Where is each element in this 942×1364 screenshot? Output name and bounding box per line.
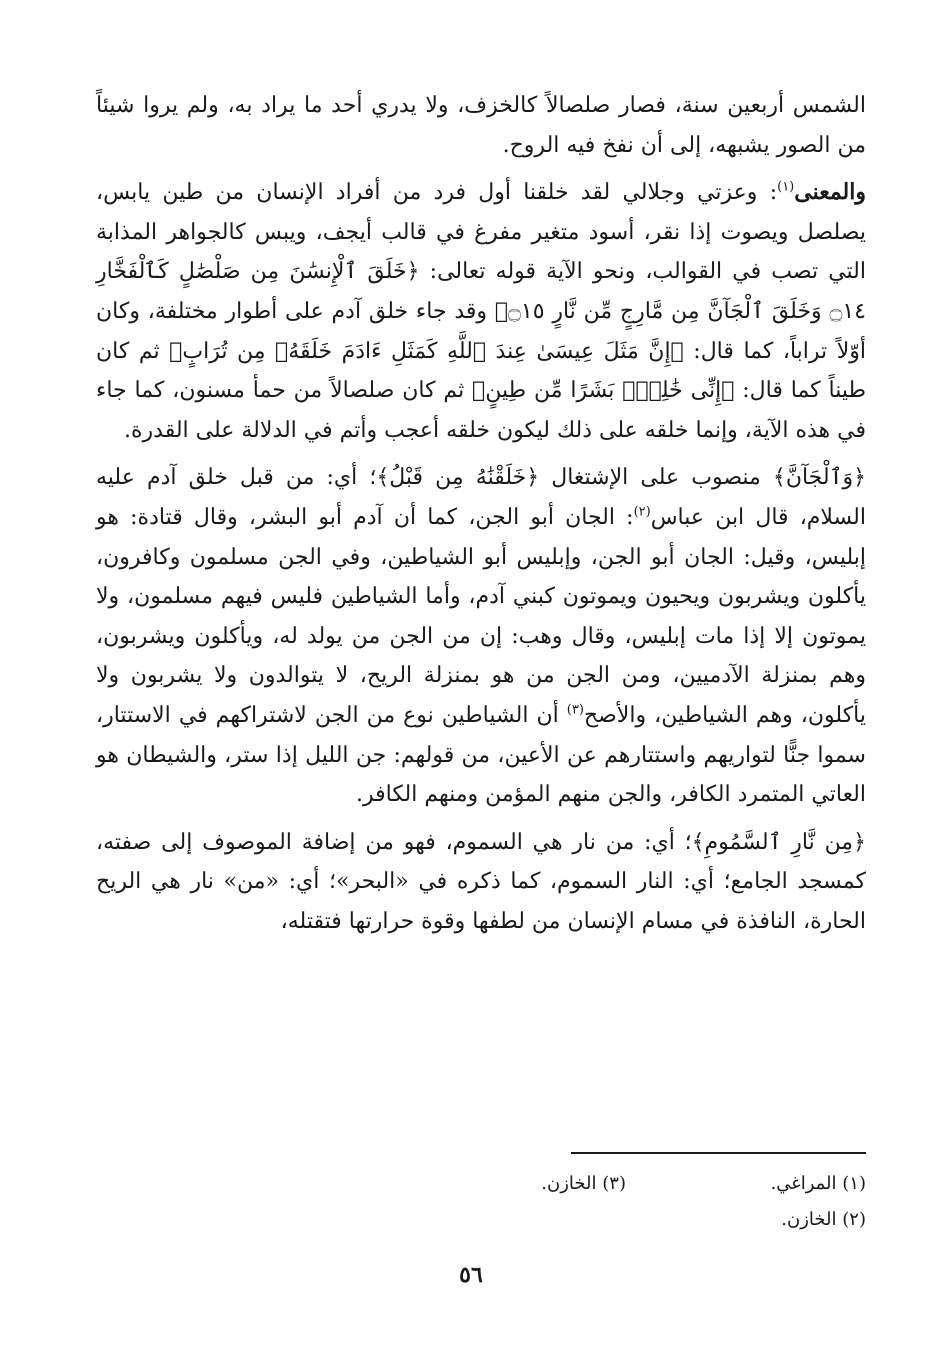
paragraph-text: ﴿وَٱلْجَآنَّ﴾ منصوب على الإشتغال ﴿خَلَقْنَٰهُ مِن قَبْلُ﴾؛ أي: من قبل خلق آدم عليه السلام، قال ابن عباس bbox=[96, 465, 866, 530]
page-number: ٥٦ bbox=[459, 1262, 483, 1288]
paragraph-text: ﴿مِن نَّارِ ٱلسَّمُومِ﴾؛ أي: من نار هي السموم، فهو من إضافة الموصوف إلى صفته، كمسجد الجامع؛ أي: النار السموم، كما ذكره في «البحر»؛ أي: «من» نار هي الريح الحارة، النافذة في مسام الإنسان من لطفها وقوة حرارتها فتقتله، bbox=[96, 829, 866, 934]
paragraph-text: : الجان أبو الجن، كما أن آدم أبو البشر، وقال قتادة: هو إبليس، وقيل: الجان أبو الجن، وإبليس أبو الشياطين، وفي الجن مسلمون وكافرون، يأكلون ويشربون ويحيون ويموتون كبني آدم، وأما الشياطين فليس فيهم مسلمون، ولا يموتون إلا إذا مات إبليس، وقال وهب: إن من الجن من يولد له، ويأكلون ويشربون، وهم بمنزلة الآدميين، ومن الجن من هو بمنزلة الريح، لا يتوالدون ولا يشربون ولا يأكلون، وهم الشياطين، والأصح bbox=[96, 504, 866, 728]
footnote-2 bbox=[596, 1202, 866, 1238]
paragraph-text: أن الشياطين نوع من الجن لاشتراكهم في الاستتار، سموا جنًّا لتواريهم واستتارهم عن الأعين، من قولهم: جن الليل إذا ستر، والشيطان هو العاتي المتمرد الكافر، والجن منهم المؤمن ومنهم الكافر. bbox=[96, 702, 866, 808]
footnote-row bbox=[386, 1166, 866, 1202]
paragraph-lead-word: والمعنى bbox=[794, 179, 866, 206]
footnote-reference[interactable]: (١) bbox=[777, 179, 795, 195]
paragraph-3 bbox=[96, 458, 866, 814]
paragraph-1 bbox=[96, 86, 866, 165]
footnote-text: الخازن. bbox=[781, 1209, 837, 1230]
paragraph-text: الشمس أربعين سنة، فصار صلصالاً كالخزف، ولا يدري أحد ما يراد به، ولم يروا شيئاً من الصور يشبهه، إلى أن نفخ فيه الروح. bbox=[96, 93, 866, 158]
footnote-number: (٢) bbox=[842, 1209, 866, 1230]
footnote-reference[interactable]: (٢) bbox=[633, 504, 651, 520]
paragraph-4 bbox=[96, 823, 866, 942]
footnote-1 bbox=[626, 1166, 866, 1202]
footnote-reference[interactable]: (٣) bbox=[566, 702, 584, 718]
footnote-number: (١) bbox=[842, 1173, 866, 1194]
page-body bbox=[96, 86, 866, 941]
footnote-number: (٣) bbox=[602, 1173, 626, 1194]
footnote-text: المراغي. bbox=[770, 1173, 837, 1194]
paragraph-text: : وعزتي وجلالي لقد خلقنا أول فرد من أفراد الإنسان من طين يابس، يصلصل ويصوت إذا نقر، أسود متغير مفرغ في قالب أيجف، ويبس كالجواهر المذابة التي تصب في القوالب، ونحو الآية قوله تعالى: ﴿خَلَقَ ٱلْإِنسَٰنَ مِن صَلْصَٰلٍ كَٱلْفَخَّارِ ۝١٤ وَخَلَقَ ٱلْجَآنَّ مِن مَّارِجٍ مِّن نَّارٍ ۝١٥﴾ وقد جاء خلق آدم على أطوار مختلفة، وكان أوّلاً تراباً، كما قال: ﴿إِنَّ مَثَلَ عِيسَىٰ عِندَ ٱللَّهِ كَمَثَلِ ءَادَمَ خَلَقَهُۥ مِن تُرَابٍ﴾ ثم كان طيناً كما قال: ﴿إِنِّى خَٰلِقٌۢ بَشَرًا مِّن طِينٍ﴾ ثم كان صلصالاً من حمأ مسنون، كما جاء في هذه الآية، وإنما خلقه على ذلك ليكون خلقه أعجب وأتم في الدلالة على القدرة. bbox=[96, 180, 866, 443]
paragraph-2 bbox=[96, 173, 866, 450]
footnote-divider bbox=[571, 1152, 866, 1154]
footnote-3 bbox=[386, 1166, 626, 1202]
footnote-text: الخازن. bbox=[541, 1173, 597, 1194]
footnote-row bbox=[386, 1202, 866, 1238]
footnotes bbox=[386, 1166, 866, 1238]
